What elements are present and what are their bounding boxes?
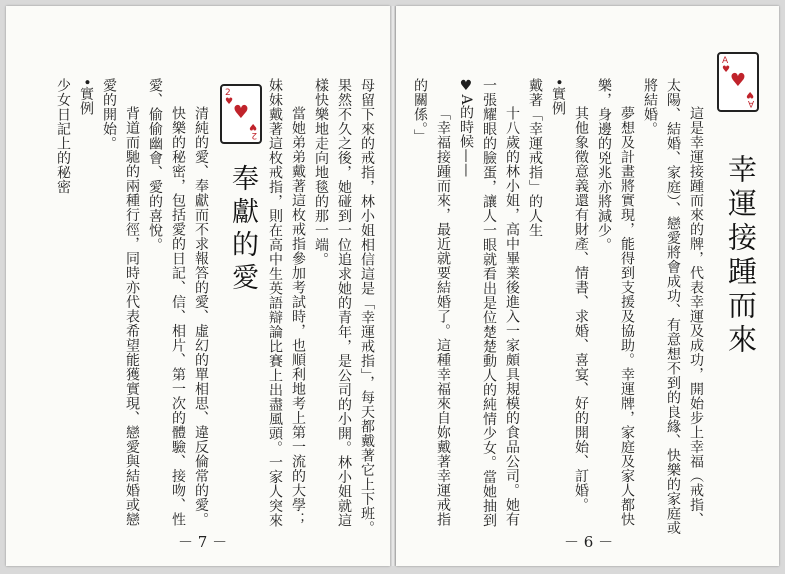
page-number: － 7 － [178,533,228,551]
card-corner-top: A ♥ [722,56,731,75]
story-paragraph: 十八歲的林小姐，高中畢業後進入一家頗具規模的食品公司。她有一張耀眼的臉蛋，讓人一眼就看出是位楚楚動人的純情少女。當她抽到♥A的時候—— [458,78,520,528]
example-label: •實例 [550,78,566,116]
story-paragraph [407,78,408,538]
card-corner-bottom: A ♥ [745,89,754,108]
playing-card-2-hearts [220,84,262,144]
section-title: 奉獻的愛 [227,164,258,296]
paragraph: 其他象徵意義還有財產、情書、求婚、喜宴、好的開始、訂婚。 [573,106,589,512]
continuation-paragraph: 母留下來的戒指，林小姐相信這是「幸運戒指」，每天都戴著它上下班。果然不久之後，她碰到一位追求她的青年，是公司的小開。林小姐就這樣快樂地走向地毯的那一端。 [313,78,375,535]
paragraph: 這是幸運接踵而來的牌，代表幸運及成功，開始步上幸福（戒指、太陽、結婚、家庭）、戀愛將會成功、有意想不到的良緣、快樂的家庭或將結婚。 [642,78,704,535]
heart-icon: ♥ [729,70,747,91]
example-label: •實例 [78,78,94,116]
card-corner-bottom: 2 ♥ [248,121,257,140]
continuation-paragraph: 當她弟弟戴著這枚戒指參加考試時，也順利地考上第一流的大學；妹妹戴著這枚戒指，則在高中生英語辯論比賽上出盡風頭。一家人突來 [267,78,306,528]
heart-icon: ♥ [232,102,250,123]
section-title: 幸運接踵而來 [724,154,758,358]
card-corner-top: 2 ♥ [225,88,234,107]
page-6 [396,6,779,566]
section-body [407,78,707,538]
paragraph: 快樂的秘密，包括愛的日記、信、相片、第一次的體驗、接吻、性愛、偷偷幽會、愛的喜悅。 [147,78,186,527]
section-body [22,78,212,538]
paragraph: 清純的愛、奉獻而不求報答的愛、虛幻的單相思、違反倫常的愛。 [193,106,209,527]
page-number: － 6 － [564,533,614,551]
paragraph: 背道而馳的兩種行徑，同時亦代表希望能獲實現、戀愛與結婚或戀愛的開始。 [101,78,140,527]
playing-card-ace-hearts [717,52,759,112]
continuation-text [264,78,378,538]
paragraph: 夢想及計畫將實現，能得到支援及協助。幸運牌，家庭及家人都快樂，身邊的兇兆亦將減少。 [596,78,635,527]
page-7 [6,6,390,566]
story-paragraph: 「幸福接踵而來，最近就要結婚了。這種幸福來自妳戴著幸運戒指的關係。」 [412,78,451,527]
example-title: 戴著「幸運戒指」的人生 [527,78,543,238]
example-title: 少女日記上的秘密 [55,78,71,194]
